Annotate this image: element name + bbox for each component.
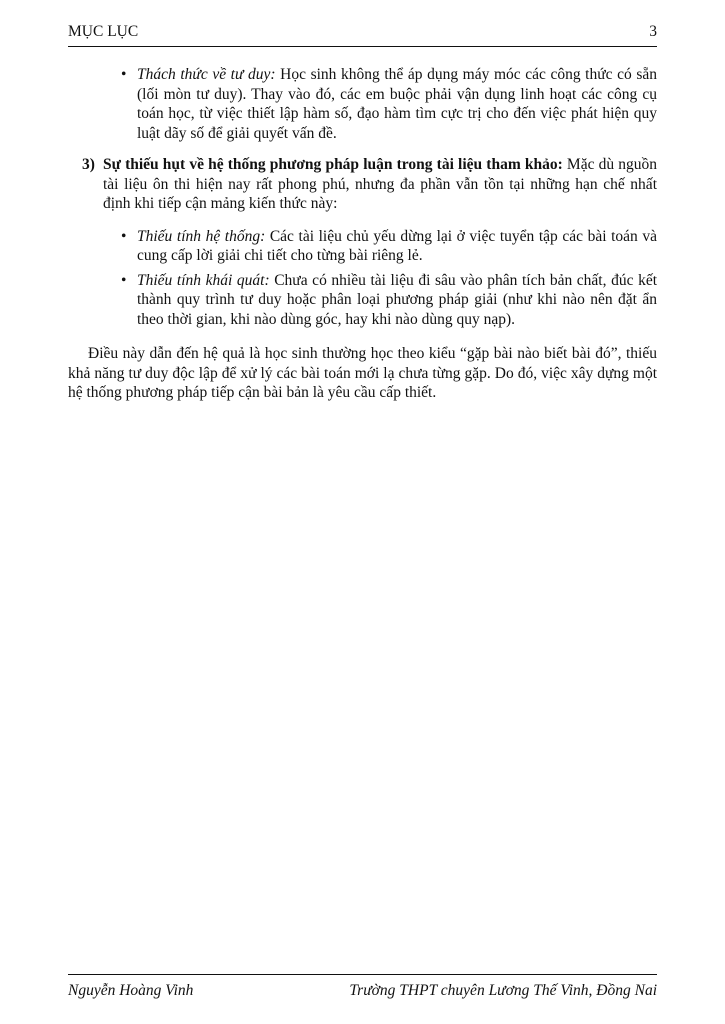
footer-author: Nguyễn Hoàng Vinh bbox=[68, 981, 194, 999]
list-item-text: Chưa có nhiều tài liệu đi sâu vào phân tích bản chất, đúc kết thành quy trình tư duy hoặc phân loại phương pháp giải (như khi nào nên đặt ẩn theo thời gian, khi nào dùng góc, hay khi nào dùng quy nạp). bbox=[137, 271, 657, 328]
footer-affiliation: Trường THPT chuyên Lương Thế Vinh, Đồng Nai bbox=[349, 981, 657, 999]
footer-rule bbox=[68, 974, 657, 975]
list-item-text: Các tài liệu chủ yếu dừng lại ở việc tuyển tập các bài toán và cung cấp lời giải chi tiết cho từng bài riêng lẻ. bbox=[137, 227, 657, 264]
sub-bullet-list bbox=[68, 227, 657, 330]
list-item-lead: Thách thức về tư duy: bbox=[137, 66, 281, 83]
header-page-number: 3 bbox=[649, 23, 657, 40]
list-item-lead: Thiếu tính hệ thống: bbox=[137, 227, 270, 245]
numbered-item-lead: Sự thiếu hụt về hệ thống phương pháp luận trong tài liệu tham khảo: bbox=[103, 156, 567, 173]
list-item bbox=[68, 65, 657, 143]
bullet-icon: • bbox=[121, 271, 127, 289]
page-footer bbox=[68, 974, 657, 1001]
numbered-item-text: Mặc dù nguồn tài liệu ôn thi hiện nay rất phong phú, nhưng đa phần vẫn tồn tại những hạn chế nhất định khi tiếp cận mảng kiến thức này: bbox=[103, 156, 658, 212]
list-item bbox=[68, 271, 657, 330]
header-title: MỤC LỤC bbox=[68, 23, 139, 40]
numbered-item-marker: 3) bbox=[82, 156, 95, 173]
page-header bbox=[68, 22, 657, 47]
page-content bbox=[68, 44, 657, 418]
list-item-text: Học sinh không thể áp dụng máy móc các công thức có sẵn (lối mòn tư duy). Thay vào đó, các em buộc phải vận dụng linh hoạt các công cụ toán học, từ việc thiết lập hàm số, đạo hàm tìm cực trị cho đến việc phát hiện quy luật dãy số để giải quyết vấn đề. bbox=[137, 66, 657, 142]
closing-paragraph: Điều này dẫn đến hệ quả là học sinh thường học theo kiểu “gặp bài nào biết bài đó”, thiếu khả năng tư duy độc lập để xử lý các bài toán mới lạ chưa từng gặp. Do đó, việc xây dựng một hệ thống phương pháp tiếp cận bài bản là yêu cầu cấp thiết. bbox=[68, 345, 657, 401]
numbered-item bbox=[68, 155, 657, 214]
bullet-icon: • bbox=[121, 66, 127, 83]
list-item bbox=[68, 227, 657, 266]
list-item-lead: Thiếu tính khái quát: bbox=[137, 271, 275, 289]
bullet-icon: • bbox=[121, 227, 127, 245]
